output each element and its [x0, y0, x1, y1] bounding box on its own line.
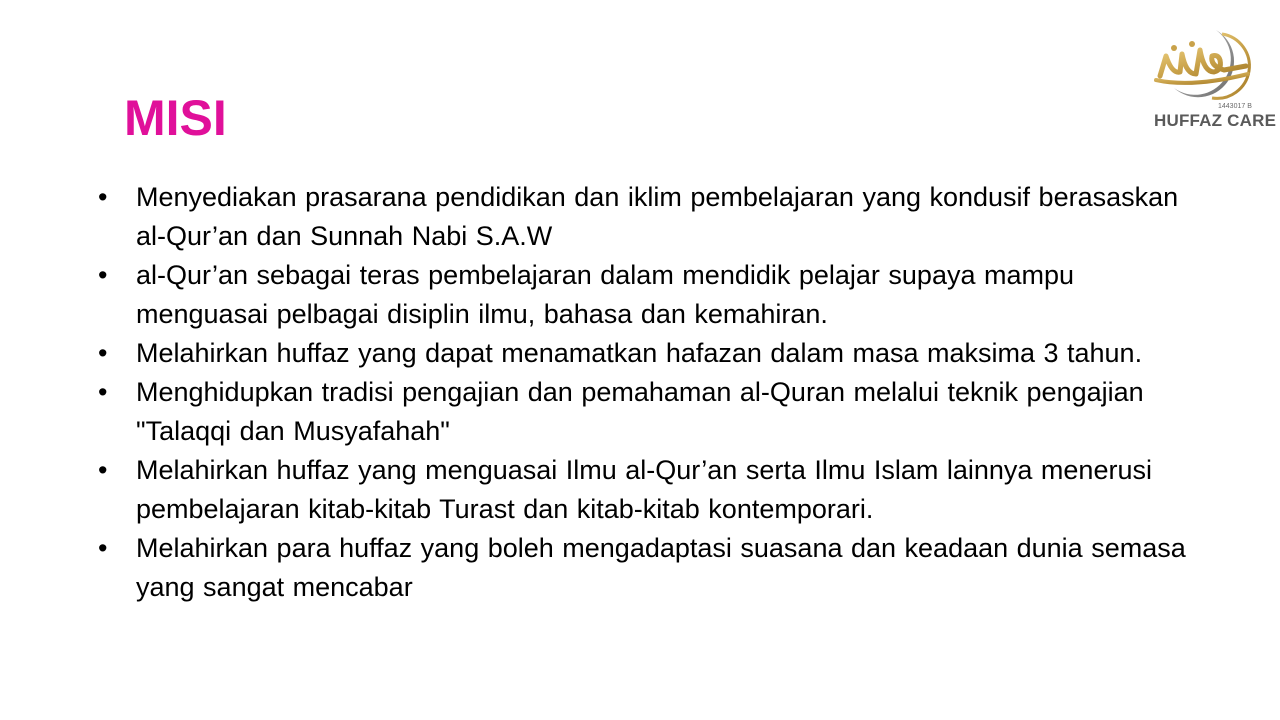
bullet-icon: •: [98, 182, 108, 212]
list-item: [98, 373, 1198, 451]
bullet-icon: •: [98, 338, 108, 368]
slide-title: MISI: [124, 90, 227, 146]
bullet-icon: •: [98, 455, 108, 485]
logo-small-text: 1443017 B: [1218, 103, 1252, 110]
list-item-text: Menghidupkan tradisi pengajian dan pemahaman al-Quran melalui teknik pengajian "Talaqqi dan Musyafahah": [136, 377, 1144, 446]
list-item: [98, 256, 1198, 334]
list-item-text: al-Qur’an sebagai teras pembelajaran dalam mendidik pelajar supaya mampu menguasai pelbagai disiplin ilmu, bahasa dan kemahiran.: [136, 260, 1075, 329]
list-item-text: Melahirkan huffaz yang dapat menamatkan hafazan dalam masa maksima 3 tahun.: [136, 338, 1143, 368]
huffaz-care-logo-icon: [1152, 26, 1277, 134]
list-item: [98, 178, 1198, 256]
list-item: [98, 451, 1198, 529]
bullet-icon: •: [98, 377, 108, 407]
list-item: [98, 529, 1198, 607]
mission-list: [98, 178, 1198, 607]
logo-text: HUFFAZ CARE: [1154, 111, 1277, 130]
huffaz-care-logo: [1152, 26, 1277, 134]
list-item: [98, 334, 1198, 373]
list-item-text: Menyediakan prasarana pendidikan dan iklim pembelajaran yang kondusif berasaskan al-Qur’an dan Sunnah Nabi S.A.W: [136, 182, 1179, 251]
bullet-icon: •: [98, 260, 108, 290]
list-item-text: Melahirkan para huffaz yang boleh mengadaptasi suasana dan keadaan dunia semasa yang sangat mencabar: [136, 533, 1186, 602]
list-item-text: Melahirkan huffaz yang menguasai Ilmu al-Qur’an serta Ilmu Islam lainnya menerusi pembelajaran kitab-kitab Turast dan kitab-kitab kontemporari.: [136, 455, 1152, 524]
bullet-icon: •: [98, 533, 108, 563]
